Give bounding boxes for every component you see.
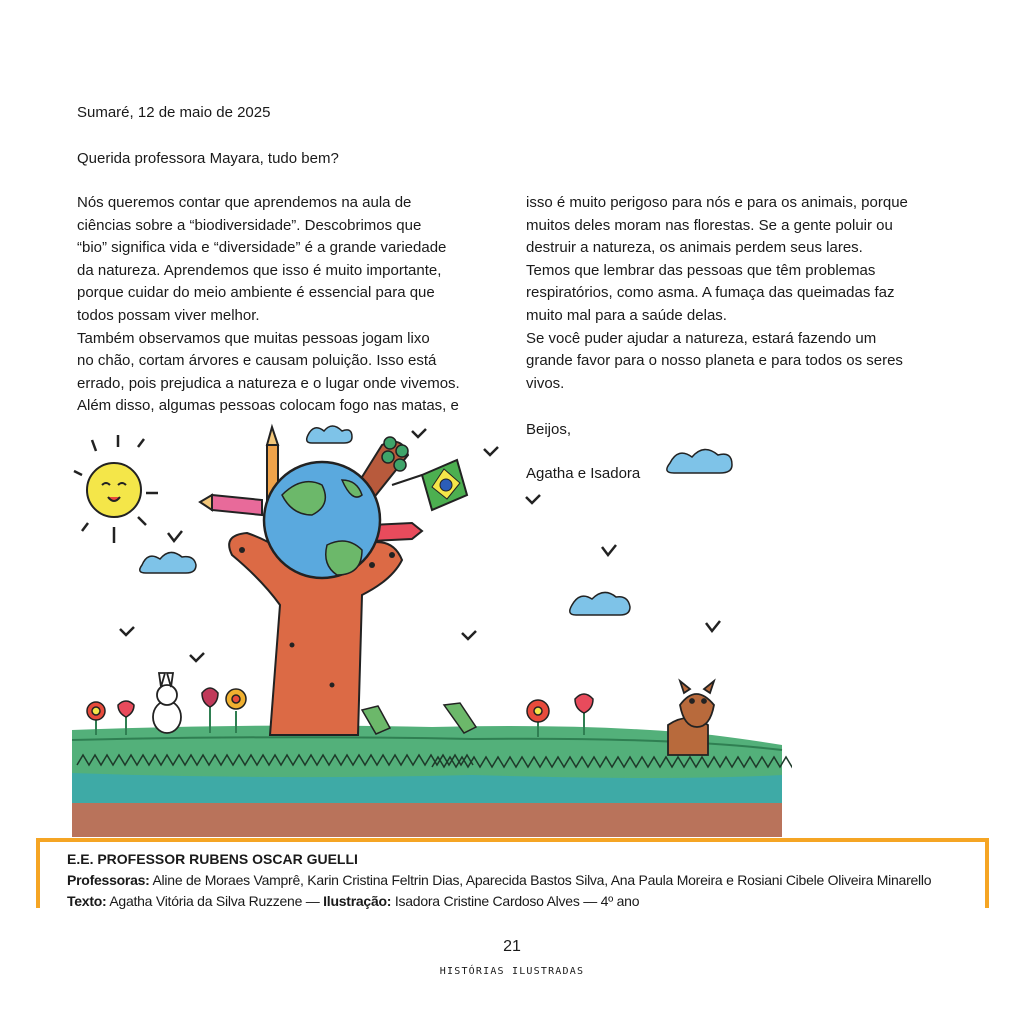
letter-line: todos possam viver melhor. — [77, 306, 260, 324]
teachers-label: Professoras: — [67, 872, 150, 888]
text-author: Agatha Vitória da Silva Ruzzene — [109, 893, 303, 909]
grade: 4º ano — [600, 893, 640, 909]
letter-line: Nós queremos contar que aprendemos na aula de — [77, 194, 412, 211]
letter-line: isso é muito perigoso para nós e para os animais, porque — [526, 194, 908, 211]
animal-drawing — [668, 681, 714, 755]
text-label: Texto: — [67, 893, 107, 909]
sun-drawing — [74, 435, 158, 543]
letter-line: da natureza. Aprendemos que isso é muito importante, — [77, 261, 442, 279]
teachers-names: Aline de Moraes Vamprê, Karin Cristina Feltrin Dias, Aparecida Bastos Silva, Ana Paula Moreira e Rosiani Cibele Oliveira Minarello — [152, 872, 932, 888]
bird-drawings — [120, 429, 720, 661]
illustration-label: Ilustração: — [323, 893, 392, 909]
letter-date: Sumaré, 12 de maio de 2025 — [77, 104, 271, 121]
bunny-drawing — [153, 673, 181, 733]
cloud-drawings — [140, 426, 732, 615]
letter-column-2 — [526, 192, 908, 395]
letter-line: Se você puder ajudar a natureza, estará fazendo um — [526, 329, 877, 347]
letter-line: destruir a natureza, os animais perdem seus lares. — [526, 239, 863, 257]
letter-line: vivos. — [526, 374, 565, 392]
letter-closing: Beijos, — [526, 421, 572, 438]
teachers-line — [67, 870, 931, 891]
credits — [67, 849, 931, 912]
credits-separator: — — [305, 893, 320, 909]
letter-line: muito mal para a saúde delas. — [526, 306, 727, 324]
letter-line: Também observamos que muitas pessoas jogam lixo — [77, 329, 430, 347]
letter-line: Temos que lembrar das pessoas que têm problemas — [526, 261, 876, 279]
child-illustration — [72, 405, 792, 837]
letter-line: grande favor para o nosso planeta e para todos os seres — [526, 352, 903, 370]
authors-line — [67, 891, 931, 912]
letter-line: muitos deles moram nas florestas. Se a gente poluir ou — [526, 216, 893, 234]
letter-line: “bio” significa vida e “diversidade” é a grande variedade — [77, 239, 447, 257]
letter-signature: Agatha e Isadora — [526, 465, 641, 482]
illustrator-name: Isadora Cristine Cardoso Alves — [394, 893, 580, 909]
page-number: 21 — [503, 938, 521, 955]
letter-greeting: Querida professora Mayara, tudo bem? — [77, 150, 339, 167]
letter-line: respiratórios, como asma. A fumaça das queimadas faz — [526, 284, 895, 302]
letter-line: errado, pois prejudica a natureza e o lugar onde vivemos. — [77, 374, 460, 392]
letter-line: Além disso, algumas pessoas colocam fogo nas matas, e — [77, 397, 459, 415]
book-title: HISTÓRIAS ILUSTRADAS — [439, 966, 585, 977]
letter-line: no chão, cortam árvores e causam poluição. Isso está — [77, 352, 437, 370]
letter-column-1 — [77, 192, 460, 418]
letter-line: porque cuidar do meio ambiente é essencial para que — [77, 284, 435, 302]
letter-line: ciências sobre a “biodiversidade”. Descobrimos que — [77, 216, 422, 234]
credits-separator: — — [583, 893, 597, 909]
globe-drawing — [264, 462, 380, 578]
school-name: E.E. PROFESSOR RUBENS OSCAR GUELLI — [67, 851, 358, 867]
